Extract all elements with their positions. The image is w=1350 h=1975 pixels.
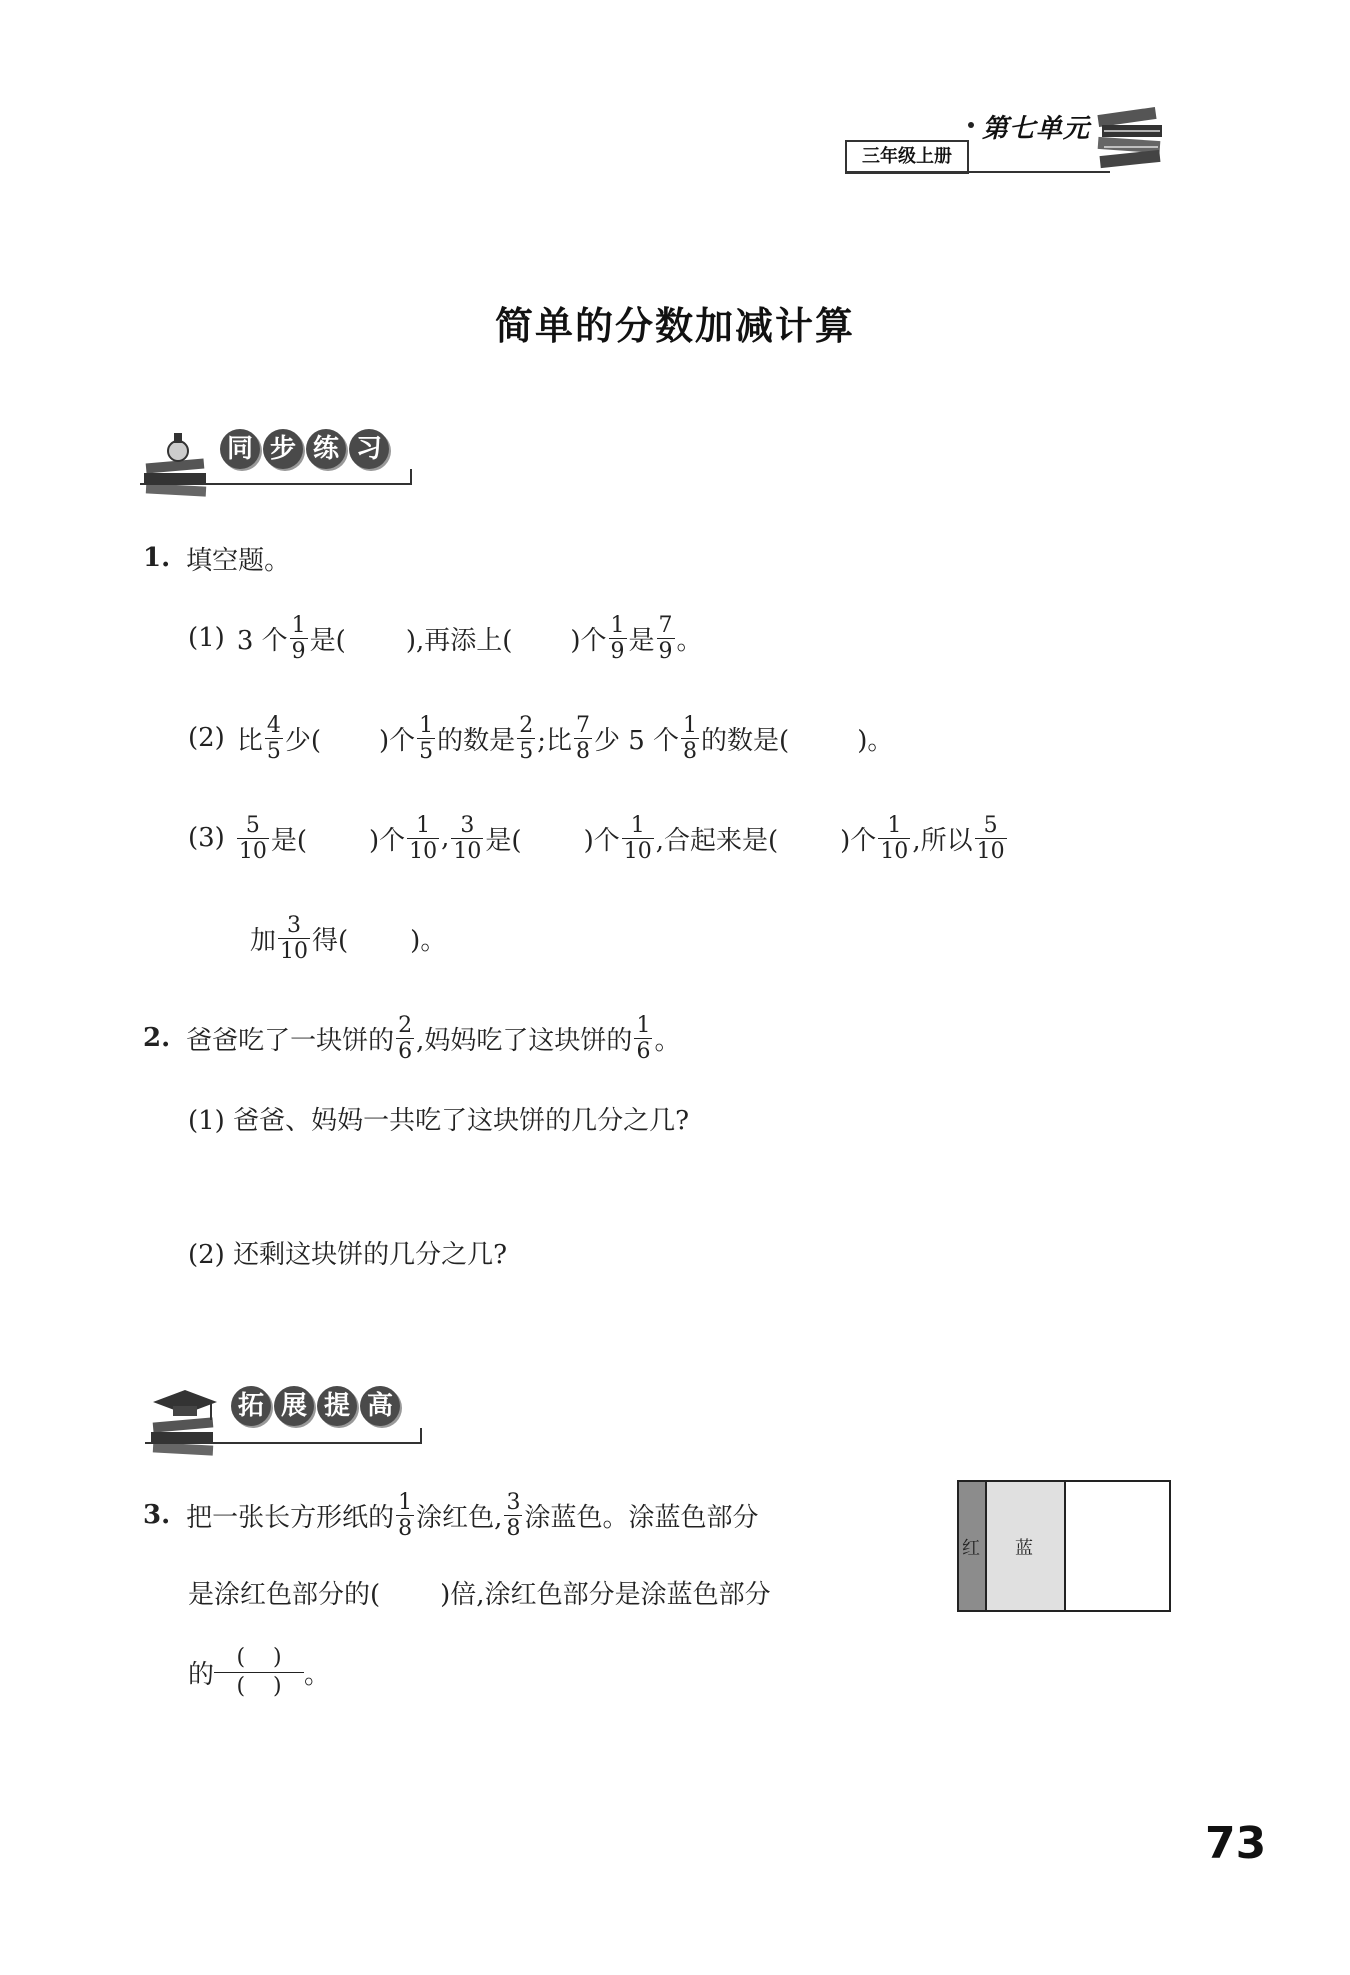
- q3-line2: 是涂红色部分的( )倍,涂红色部分是涂蓝色部分: [188, 1579, 771, 1610]
- books-icon: [1090, 95, 1170, 175]
- q2-number: 2.: [143, 1023, 171, 1053]
- unit-label: 第七单元: [982, 114, 1091, 144]
- fraction: $\frac{1}{8}$: [398, 1489, 413, 1541]
- answer-fraction-blank[interactable]: ( ) ( ): [214, 1644, 304, 1701]
- blue-region: 蓝: [987, 1482, 1066, 1610]
- banner-char: 拓: [231, 1386, 271, 1426]
- banner-char: 展: [274, 1386, 314, 1426]
- fraction: $\frac{1}{9}$: [610, 612, 625, 664]
- banner-char: 练: [306, 429, 346, 469]
- q3-number: 3.: [143, 1500, 171, 1530]
- fraction: $\frac{3}{10}$: [280, 912, 309, 964]
- fraction: $\frac{7}{8}$: [575, 712, 590, 764]
- q3-stem: 3. 把一张长方形纸的 $\frac{1}{8}$ 涂红色, $\frac{3}{8}$ 涂蓝色。涂蓝色部分: [143, 1489, 759, 1541]
- section-banner-practice: [140, 425, 410, 487]
- banner-underline: [145, 1428, 422, 1444]
- fraction: $\frac{2}{6}$: [398, 1012, 413, 1064]
- page-number: 73: [1205, 1818, 1267, 1869]
- q1-text: 填空题。: [186, 545, 291, 576]
- fraction: $\frac{5}{10}$: [238, 812, 267, 864]
- red-region: 红: [959, 1482, 987, 1610]
- blank-region: [1066, 1482, 1169, 1610]
- banner-char: 提: [317, 1386, 357, 1426]
- q3-line3: 的 ( ) ( ) 。: [188, 1644, 331, 1699]
- q2-stem: 2. 爸爸吃了一块饼的 $\frac{2}{6}$ ,妈妈吃了这块饼的 $\frac{1}{6}$ 。: [143, 1012, 681, 1064]
- lamp-books-icon: [140, 425, 212, 503]
- q2-part2: (2) 还剩这块饼的几分之几?: [188, 1239, 508, 1270]
- q1-stem: [143, 528, 290, 588]
- fraction: $\frac{3}{8}$: [506, 1489, 521, 1541]
- fraction: $\frac{1}{8}$: [683, 712, 698, 764]
- fraction: $\frac{2}{5}$: [519, 712, 534, 764]
- q1-part2: (2) 比 $\frac{4}{5}$ 少( )个 $\frac{1}{5}$ 的数是 $\frac{2}{5}$ ;比 $\frac{7}{8}$ 少 5 个 $\frac{1}{8}$ 的数是( )。: [188, 712, 894, 764]
- fraction: $\frac{1}{10}$: [623, 812, 652, 864]
- q1-part1: (1) 3 个 $\frac{1}{9}$ 是( ),再添上( )个 $\frac{1}{9}$ 是 $\frac{7}{9}$ 。: [188, 612, 703, 664]
- fraction: $\frac{5}{10}$: [976, 812, 1005, 864]
- colored-paper-diagram: [957, 1480, 1171, 1612]
- banner-char: 习: [349, 429, 389, 469]
- fraction: $\frac{1}{10}$: [880, 812, 909, 864]
- header-dot: [968, 122, 974, 128]
- banner-char: 步: [263, 429, 303, 469]
- q2-part1: (1) 爸爸、妈妈一共吃了这块饼的几分之几?: [188, 1105, 690, 1136]
- q1-number: 1.: [143, 543, 171, 573]
- graduation-cap-books-icon: [145, 1380, 225, 1460]
- section-banner-extension: [145, 1380, 420, 1442]
- grade-label: 三年级上册: [845, 140, 969, 174]
- fraction: $\frac{1}{9}$: [291, 612, 306, 664]
- q1-part3-cont: 加 $\frac{3}{10}$ 得( )。: [250, 912, 447, 964]
- fraction: $\frac{1}{10}$: [409, 812, 438, 864]
- fraction: $\frac{4}{5}$: [266, 712, 281, 764]
- fraction: $\frac{1}{5}$: [419, 712, 434, 764]
- fraction: $\frac{7}{9}$: [658, 612, 673, 664]
- fraction: $\frac{1}{6}$: [636, 1012, 651, 1064]
- page-title: 简单的分数加减计算: [494, 303, 855, 348]
- fraction: $\frac{3}{10}$: [453, 812, 482, 864]
- banner-underline: [140, 469, 412, 485]
- q1-part3: (3) $\frac{5}{10}$ 是( )个 $\frac{1}{10}$ , $\frac{3}{10}$ 是( )个 $\frac{1}{10}$ ,合起来是( )个 $\frac{1}{10}$ ,所以 $\frac{5}{10}$: [188, 812, 1005, 864]
- banner-char: 高: [360, 1386, 400, 1426]
- banner-char: 同: [220, 429, 260, 469]
